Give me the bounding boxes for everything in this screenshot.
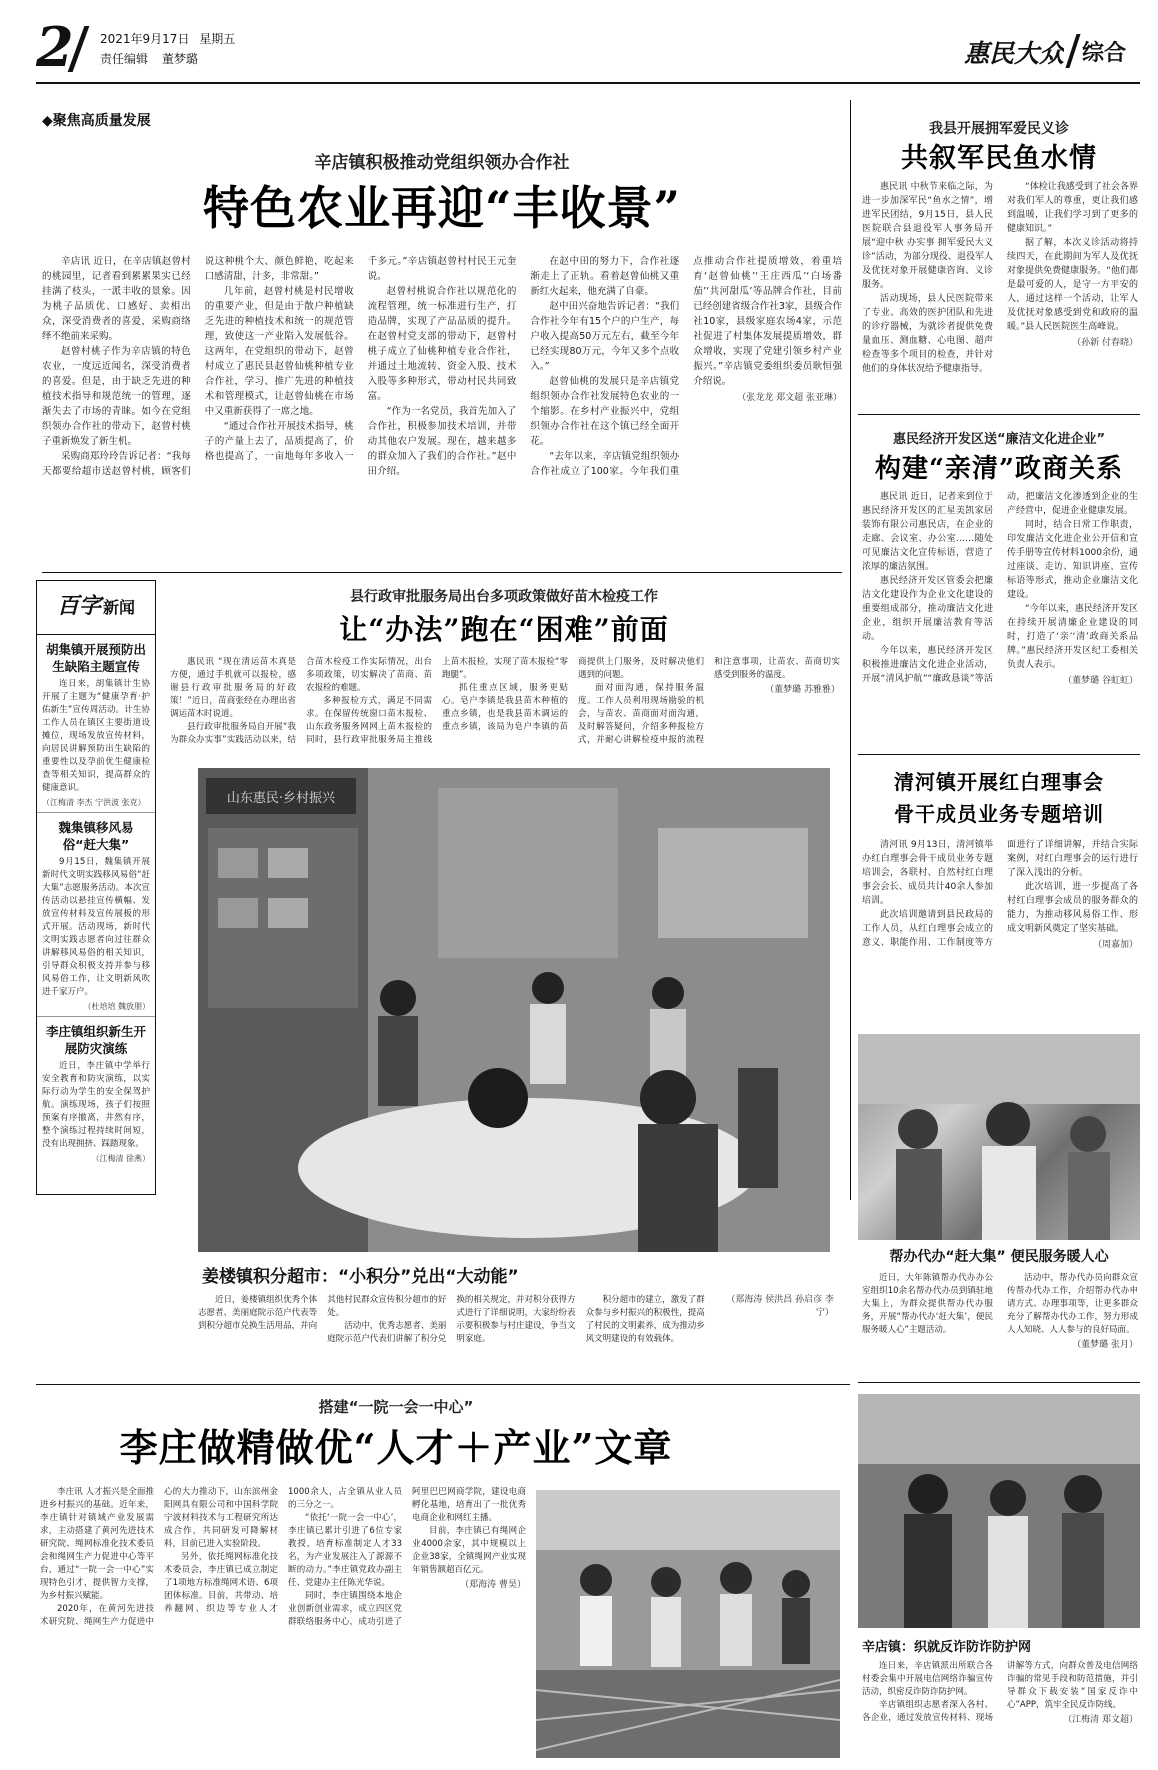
points-body (198, 1294, 834, 1374)
editor-line (100, 50, 300, 66)
antifraud-paragraph: 辛店镇组织志愿者深入各村、各企业，通过发放宣传材料、现场讲解等方式，向群众普及电信网络诈骗的常见手段和防范措施，并引导群众下载安装“国家反诈中心”APP，筑牢全民反诈防线。 (862, 1661, 1138, 1723)
main-paragraph: 赵曾村桃说合作社以规范化的流程管理，统一标准进行生产，打造品牌，实现了产品品质的提升。在赵曾村党支部的带动下，赵曾村桃子成立了仙桃种植专业合作社，并通过土地流转、资金入股、技术入股等多种形式，带动村民共同致富。 (367, 286, 517, 402)
army-paragraph: 惠民讯 中秋节来临之际，为进一步加深军民“鱼水之情”，增进军民团结，9月15日，县人民医院联合县退役军人事务局开展“迎中秋 办实事 拥军爱民大义诊”活动，为部分现役、退役军人及优抚对象开展健康咨询、义诊服务。 (862, 182, 993, 290)
market-photo-scene (858, 1034, 1140, 1240)
news-item-byline: （江梅清 徐燕） (91, 1154, 150, 1163)
news-item (37, 635, 155, 812)
antifraud-byline: （江梅清 郑文超） (1063, 1715, 1138, 1725)
lizhuang-kicker: 搭建“一院一会一中心” (318, 1398, 474, 1416)
issue-date (100, 30, 300, 46)
points-headline: 姜楼镇积分超市：“小积分”兑出“大动能” (202, 1267, 519, 1287)
training-paragraph: 此次培训邀请到县民政局的工作人员，从红白理事会成立的意义、职能作用、工作制度等方面进行了详细讲解，并结合实际案例，对红白理事会的运行进行了深入浅出的分析。 (862, 840, 1138, 948)
weekday-text: 星期五 (199, 32, 236, 46)
lizhuang-paragraph: “依托‘一院一会一中心’，李庄镇已累计引进了6位专家教授，培育标准制定人才33名，为产业发展注入了源源不断的动力。”李庄镇党政办副主任、党建办主任陈光华说。 (288, 1513, 402, 1588)
antifraud-photo (858, 1394, 1140, 1628)
qingshang-kicker: 惠民经济开发区送“廉洁文化进企业” (892, 432, 1106, 447)
lizhuang-photo-scene (536, 1490, 840, 1758)
main-paragraph: 赵中田兴奋地告诉记者：“我们合作社今年有15个户的户生产，每户收入提高50万元左右，截至今年已经实现80万元，今年又多个点收入。” (530, 301, 680, 372)
main-paragraph: “去年以来，辛店镇党组织领办合作社成立了100家。今年我们重点推动合作社提质增效，着重培育‘赵曾仙桃’‘王庄西瓜’‘白场番茄’‘共河甜瓜’等品牌合作社，目前已经创建省级合作社3家，县级合作社10家，县级家庭农场4家，示范社促进了村集体发展提质增效，群众增收，实现了党建引领乡村产业振兴。”辛店镇党委组织委员耿恒强介绍说。 (530, 256, 842, 477)
antifraud-body (862, 1660, 1138, 1758)
training-headline (858, 766, 1140, 832)
main-byline: （张龙龙 郑文超 张亚琳） (737, 393, 842, 403)
news-item-headline: 魏集镇移风易俗“赶大集” (58, 820, 134, 852)
diamond-icon: ◆ (42, 113, 53, 129)
qingshang-paragraph: 惠民讯 近日，记者来到位于惠民经济开发区的汇星美凯家居装饰有限公司惠民店，在企业的走廊、会议室、办公室……随处可见廉洁文化宣传标语，营造了浓厚的廉洁氛围。 (862, 492, 993, 572)
news-item-byline: （杜培培 魏放朋） (83, 1002, 150, 1011)
approval-paragraph: 惠民讯 “现在清运苗木真是方便，通过手机就可以报检，感谢县行政审批服务局的好政策！”近日，苗商张经在办理出省调运苗木时说道。 (170, 657, 296, 719)
market-bottom-rule (858, 1382, 1140, 1383)
training-headline-line2: 骨干成员业务专题培训 (894, 802, 1104, 826)
main-paragraph: 赵曾仙桃的发展只是辛店镇党组织领办合作社发展特色农业的一个缩影。在乡村产业振兴中，党组织领办合作社在这个镇已经全面开花。 (530, 376, 680, 447)
main-paragraph: 采购商郑玲玲告诉记者：“我每天都要给超市送赵曾村桃，顾客们说这种桃个大、颜色鲜艳，吃起来口感清甜，汁多，非常甜。” (42, 256, 354, 477)
training-paragraph: 此次培训，进一步提高了各村红白理事会成员的服务群众的能力，为推动移风易俗工作、形成文明新风奠定了坚实基础。 (1007, 882, 1138, 934)
market-photo (858, 1034, 1140, 1240)
lizhuang-paragraph: 目前，李庄镇已有绳网企业4000余家，其中规模以上企业38家，全镇绳网产业实现年销售额超百亿元。 (412, 1526, 526, 1575)
page-number: 2 (36, 18, 74, 76)
main-bottom-rule (42, 572, 842, 573)
qingshang-paragraph: 同时，结合日常工作职责，印发廉洁文化进企业公开信和宣传手册等宣传材料1000余份，通过座谈、走访、知识讲座、宣传标语等形式，推动企业廉洁文化建设。 (1007, 520, 1138, 600)
qingshang-body (862, 490, 1138, 748)
market-caption: 帮办代办“赶大集” 便民服务暖人心 (889, 1249, 1109, 1265)
qingshang-paragraph: 惠民经济开发区管委会把廉洁文化建设作为企业文化建设的重要组成部分，推动廉洁文化进企业，组织开展廉洁教育等活动。 (862, 576, 993, 642)
news-column-title-b: 新闻 (103, 598, 136, 617)
news-column-masthead (37, 581, 155, 635)
masthead-rule (36, 82, 1140, 84)
points-paragraph: 活动中，优秀志愿者、美丽庭院示范户代表们讲解了积分兑换的相关规定，并对积分获得方式进行了详细说明，大家纷纷表示要积极参与村庄建设，争当文明家庭。 (327, 1295, 576, 1344)
section-tag-text: 聚焦高质量发展 (52, 113, 151, 129)
antifraud-caption: 辛店镇：织就反诈防诈防护网 (862, 1640, 1032, 1655)
army-paragraph: 活动现场，县人民医院带来了专业、高效的医护团队和先进的诊疗器械，为就诊者提供免费量血压、测血糖、心电图、超声检查等多个项目的检查，并针对他们的身体状况给予健康指导。 (862, 294, 993, 374)
army-paragraph: 据了解，本次义诊活动将持续四天，在此期间为军人及优抚对象提供免费健康服务。“他们都是最可爱的人，是守一方平安的人，通过这样一个活动，让军人及优抚对象感受到党和政府的温暖。”县人民医院医生高峰说。 (1007, 238, 1138, 332)
editor-label: 责任编辑 (100, 52, 149, 66)
lizhuang-paragraph: 同时，李庄镇围绕本地企业创新创业需求，成立四区党群联络服务中心，成功引进了阿里巴巴网商学院，建设电商孵化基地，培育出了一批优秀电商企业和网红主播。 (288, 1487, 526, 1627)
training-paragraph: 清河讯 9月13日，清河镇举办红白理事会骨干成员业务专题培训会，各联村、自然村红白理事会会长、成员共计40余人参加培训。 (862, 840, 993, 906)
news-item (37, 812, 155, 1016)
lizhuang-paragraph: 另外，依托绳网标准化技术委员会，李庄镇已成立制定了1项地方标准绳网术语、6项团体标准。目前，共带动、培养翻网、织边等专业人才1000余人，占全镇从业人员的三分之一。 (164, 1487, 402, 1614)
points-bottom-rule (36, 1384, 850, 1385)
army-body (862, 180, 1138, 406)
main-paragraph: “作为一名党员，我首先加入了合作社，积极参加技术培训，并带动其他农户发展。现在，越来越多的群众加入了我们的合作社。”赵中田介绍。 (367, 406, 517, 477)
news-column-title-a: 百字 (56, 593, 101, 619)
market-body (862, 1272, 1138, 1374)
main-photo-scene (198, 768, 830, 1252)
lizhuang-body (40, 1486, 526, 1754)
news-item-text (42, 678, 150, 795)
main-headline: 特色农业再迎“丰收景” (203, 181, 681, 235)
section-name: 综合 (1082, 41, 1127, 66)
points-paragraph: 积分超市的建立，激发了群众参与乡村振兴的积极性，提高了村民的文明素养，成为推动乡风文明建设的有效载体。 (585, 1295, 705, 1344)
main-story-body (42, 254, 842, 566)
antifraud-photo-scene (858, 1394, 1140, 1628)
market-paragraph: 活动中，帮办代办员向群众宣传帮办代办工作，介绍帮办代办申请方式、办理事项等，让更多群众充分了解帮办代办工作，努力形成人人知晓、人人参与的良好局面。 (1007, 1273, 1138, 1335)
points-paragraph: 近日，姜楼镇组织优秀个体志愿者、美丽庭院示范户代表等到积分超市兑换生活用品，并向其他村民群众宣传积分超市的好处。 (198, 1295, 447, 1331)
approval-paragraph: 县行政审批服务局自开展“我为群众办实事”实践活动以来，结合苗木检疫工作实际情况，出台多项政策，切实解决了苗商、苗农报检的难题。 (170, 657, 432, 745)
approval-paragraph: 抓住重点区域，服务更贴心。皂户李镇是我县苗木种植的重点乡镇，也是我县苗木调运的重点乡镇，该局为皂户李镇的苗商提供上门服务，及时解决他们遇到的问题。 (442, 657, 704, 732)
training-headline-line1: 清河镇开展红白理事会 (894, 770, 1104, 794)
qingshang-headline: 构建“亲清”政商关系 (875, 454, 1123, 484)
news-item-text (42, 856, 150, 999)
section-tag (42, 110, 242, 130)
editor-name: 董梦璐 (161, 52, 198, 66)
news-item-headline: 胡集镇开展预防出生缺陷主题宣传 (45, 642, 146, 674)
masthead-slash (1065, 34, 1080, 68)
column-divider (850, 100, 851, 1200)
news-item (37, 1016, 155, 1168)
army-bottom-rule (858, 414, 1140, 415)
news-item-headline: 李庄镇组织新生开展防灾演练 (45, 1024, 146, 1056)
main-paragraph: 辛店讯 近日，在辛店镇赵曾村的桃园里，记者看到累累果实已经挂满了枝头，一派丰收的景象。因为桃子品质优、口感好、卖相出众，深受消费者的喜爱，采购商络绎不绝前来采购。 (42, 256, 191, 342)
lizhuang-paragraph: 2020年，在黄河先进技术研究院、绳网生产力促进中心的大力推动下，山东滨州金阳网具有限公司和中国科学院宁波材料技术与工程研究所达成合作，共同研发可降解材料，目前已进入实验阶段。 (40, 1487, 278, 1627)
main-paragraph: 几年前，赵曾村桃是村民增收的重要产业，但是由于散户种植缺乏先进的种植技术和统一的规范管理，致使这一产业陷入发展低谷。这两年，在党组织的带动下，赵曾村成立了惠民县赵曾仙桃种植专业合作社，学习、推广先进的种植技术和管理模式，让赵曾仙桃在市场中又重新获得了一席之地。 (204, 286, 354, 417)
army-headline: 共叙军民鱼水情 (901, 143, 1097, 174)
qingshang-paragraph: “今年以来，惠民经济开发区在持续开展清廉企业建设的同时，打造了‘亲’‘清’政商关系品牌。”惠民经济开发区纪工委相关负责人表示。 (1007, 604, 1138, 670)
news-item-paragraph: 近日，李庄镇中学举行安全教育和防灾演练，以实际行动为学生的安全保驾护航。演练现场，孩子们按照预案有序撤离，井然有序，整个演练过程持续时间短，没有出现拥挤、踩踏现象。 (42, 1061, 150, 1149)
news-item-text (42, 1060, 150, 1151)
paper-name: 惠民大众 (963, 39, 1064, 68)
approval-paragraph: 面对面沟通，保持服务温度。工作人员利用现场勘验的机会，与苗农、苗商面对面沟通，及时解答疑问，介绍多种报检方式，并耐心讲解检疫申报的流程和注意事项，让苗农、苗商切实感受到服务的温度。 (578, 657, 840, 745)
market-paragraph: 近日，大年陈镇帮办代办办公室组织10余名帮办代办员到镇驻地大集上，为群众提供帮办代办服务，开展“帮办代办‘赶大集’，便民服务暖人心”主题活动。 (862, 1273, 993, 1335)
news-item-byline: （江梅清 李杰 宁洪波 张克） (42, 798, 146, 807)
news-item-paragraph: 连日来，胡集镇计生协开展了主题为“健康孕育·护佑新生”宣传周活动。计生协工作人员在镇区主要街道设摊位，现场发放宣传材料，向居民讲解预防出生缺陷的重要性以及孕前优生健康检查等相关知识，提高群众的健康意识。 (42, 679, 150, 793)
qingshang-byline: （董梦璐 谷虹虹） (1063, 676, 1138, 686)
army-byline: （孙新 付春晓） (1072, 338, 1138, 348)
lizhuang-photo (536, 1490, 840, 1758)
approval-byline: （董梦璐 苏雅雅） (765, 685, 840, 695)
approval-paragraph: 多种报检方式，满足不同需求。在保留传统窗口苗木报检、山东政务服务网网上苗木报检的同时，县行政审批服务局主推线上苗木报检，实现了苗木报检“零跑腿”。 (306, 657, 568, 745)
market-byline: （董梦璐 张月） (1072, 1340, 1138, 1350)
news-column (36, 580, 156, 1195)
approval-kicker: 县行政审批服务局出台多项政策做好苗木检疫工作 (350, 589, 658, 605)
qingshang-paragraph: 今年以来，惠民经济开发区积极推进廉洁文化进企业活动，开展“清风护航”“廉政恳谈”等活动，把廉洁文化渗透到企业的生产经营中，促进企业健康发展。 (862, 492, 1138, 684)
main-paragraph: “通过合作社开展技术指导，桃子的产量上去了，品质提高了，价格也提高了，一亩地每年多收入一千多元。”辛店镇赵曾村村民王元奎说。 (204, 256, 517, 462)
army-kicker: 我县开展拥军爱民义诊 (929, 121, 1069, 137)
training-byline: （周嘉加） (1092, 940, 1138, 950)
sign-text: 山东惠民·乡村振兴 (226, 791, 336, 806)
date-text: 2021年9月17日 (100, 32, 190, 46)
main-paragraph: 赵曾村桃子作为辛店镇的特色农业，一度远近闻名，深受消费者的喜爱。但是，由于缺乏先进的种植技术指导和规范统一的管理，逐渐失去了市场的青睐。如今在党组织领办合作社的带动下，赵曾村桃子重新焕发了新生机。 (42, 346, 191, 447)
lizhuang-headline: 李庄做精做优“人才＋产业”文章 (119, 1425, 673, 1470)
main-photo (198, 768, 830, 1252)
approval-headline: 让“办法”跑在“困难”前面 (339, 613, 669, 646)
points-byline: （郑海涛 侯洪昌 孙启彦 李宁） (726, 1295, 834, 1318)
training-body (862, 838, 1138, 1028)
lizhuang-byline: （郑海涛 曹昊） (460, 1580, 526, 1590)
main-kicker: 辛店镇积极推动党组织领办合作社 (314, 153, 570, 172)
news-item-paragraph: 9月15日，魏集镇开展新时代文明实践移风易俗“赶大集”志愿服务活动。本次宣传活动以悬挂宣传横幅、发放宣传材料及宣传展板的形式开展。活动现场，新时代文明实践志愿者向过往群众讲解移风易俗的相关知识，引导群众积极支持并参与移风易俗工作，让文明新风吹进千家万户。 (42, 857, 150, 997)
antifraud-paragraph: 连日来，辛店镇派出所联合各村委会集中开展电信网络诈骗宣传活动，织密反诈防诈防护网。 (862, 1661, 993, 1697)
qingshang-bottom-rule (858, 754, 1140, 755)
lizhuang-paragraph: 李庄讯 人才振兴是全面推进乡村振兴的基础。近年来，李庄镇针对镇域产业发展需求，主动搭建了黄河先进技术研究院、绳网标准化技术委员会和绳网生产力促进中心等平台，通过“一院一会一中心”实现特色引才，提供智力支撑，为乡村振兴赋能。 (40, 1487, 154, 1601)
army-paragraph: “体检让我感受到了社会各界对我们军人的尊重，更让我们感到温暖，让我们学习到了更多的健康知识。” (1007, 182, 1138, 234)
main-paragraph: 在赵中田的努力下，合作社逐渐走上了正轨。看着赵曾仙桃又重新红火起来，他充满了自豪。 (530, 256, 680, 297)
approval-body (170, 656, 840, 760)
